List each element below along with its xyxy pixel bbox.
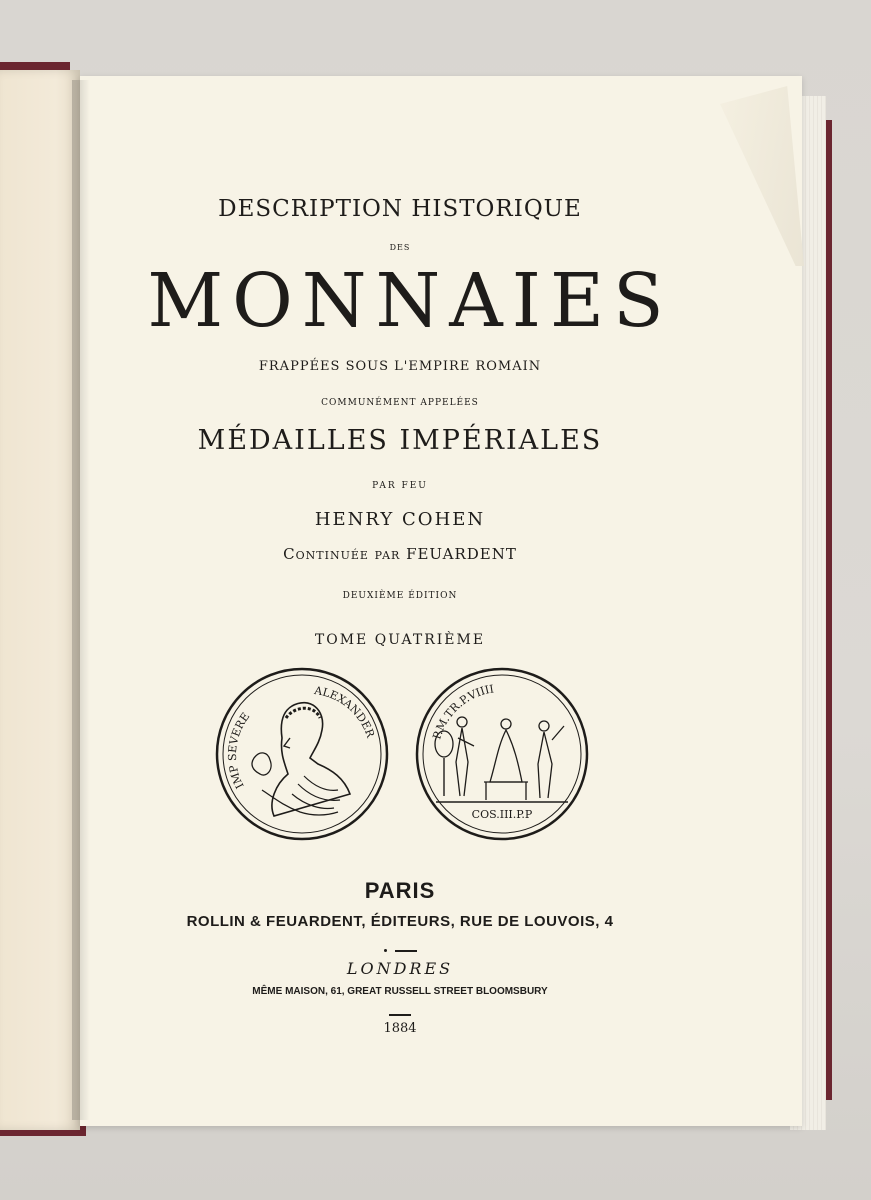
title-line-5: PAR FEU bbox=[372, 481, 428, 491]
obverse-legend-left: IMP SEVERE bbox=[225, 710, 253, 791]
title-line-1: DESCRIPTION HISTORIQUE bbox=[218, 196, 582, 222]
publisher-city-2: LONDRES bbox=[346, 959, 454, 978]
divider-1 bbox=[80, 940, 720, 950]
main-title: MONNAIES bbox=[147, 258, 673, 344]
divider-rule-2 bbox=[389, 1014, 411, 1016]
obverse-legend-right: ALEXANDER bbox=[313, 683, 377, 740]
title-line-3: FRAPPÉES SOUS L'EMPIRE ROMAIN bbox=[258, 359, 542, 374]
obverse-medal bbox=[214, 666, 390, 842]
divider-2 bbox=[80, 1004, 720, 1012]
continuation-line: Continuée par FEUARDENT bbox=[283, 545, 517, 563]
publication-year: 1884 bbox=[383, 1021, 417, 1036]
edition-line: DEUXIÈME ÉDITION bbox=[342, 591, 458, 601]
reverse-exergue: COS.III.P.P bbox=[471, 808, 533, 821]
publisher-firm: ROLLIN & FEUARDENT, ÉDITEURS, RUE DE LOUVOIS, 4 bbox=[186, 913, 614, 930]
divider-dot bbox=[384, 949, 387, 952]
reverse-medal bbox=[414, 666, 590, 842]
subtitle: MÉDAILLES IMPÉRIALES bbox=[197, 425, 603, 456]
divider-rule bbox=[395, 950, 417, 952]
publisher-branch: MÊME MAISON, 61, GREAT RUSSELL STREET BLOOMSBURY bbox=[252, 986, 548, 997]
title-line-2: DES bbox=[389, 243, 411, 252]
left-page bbox=[0, 70, 80, 1130]
reverse-legend: P.M.TR.P.VIIII bbox=[430, 682, 495, 741]
title-line-4: COMMUNÉMENT APPELÉES bbox=[321, 398, 479, 408]
volume-line: TOME QUATRIÈME bbox=[314, 632, 486, 648]
author-name: HENRY COHEN bbox=[314, 509, 486, 530]
publisher-city: PARIS bbox=[364, 878, 436, 903]
